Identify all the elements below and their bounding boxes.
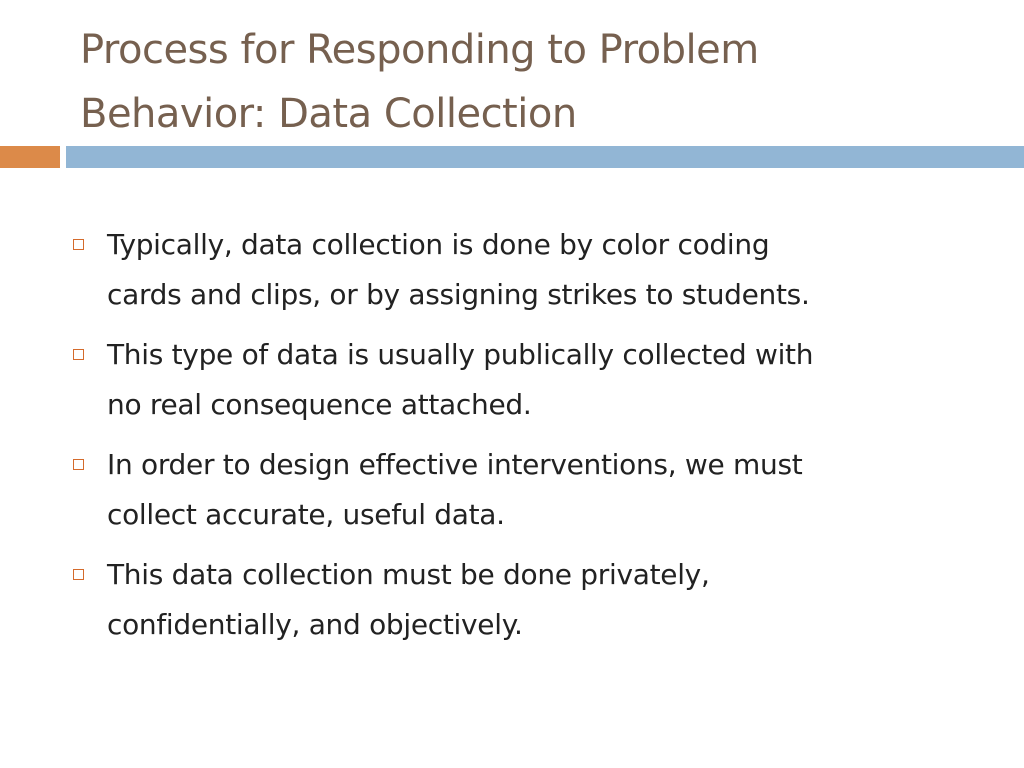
bullet-text-line: In order to design effective interventions, we must <box>107 448 803 481</box>
slide-title-line: Process for Responding to Problem <box>80 27 759 73</box>
bullet-list <box>72 220 972 660</box>
bullet-text-line: collect accurate, useful data. <box>107 498 505 531</box>
title-accent-bar <box>0 146 60 168</box>
bullet-text <box>107 330 972 430</box>
bullet-item <box>72 330 972 430</box>
bullet-item <box>72 220 972 320</box>
slide-title <box>80 18 980 146</box>
bullet-text-line: This type of data is usually publically collected with <box>107 338 814 371</box>
hollow-square-bullet-icon <box>73 349 84 360</box>
hollow-square-bullet-icon <box>73 569 84 580</box>
bullet-text-line: no real consequence attached. <box>107 388 532 421</box>
bullet-item <box>72 550 972 650</box>
bullet-text-line: Typically, data collection is done by color coding <box>107 228 770 261</box>
hollow-square-bullet-icon <box>73 459 84 470</box>
bullet-text-line: This data collection must be done privately, <box>107 558 710 591</box>
hollow-square-bullet-icon <box>73 239 84 250</box>
bullet-text-line: confidentially, and objectively. <box>107 608 523 641</box>
bullet-text <box>107 550 972 650</box>
title-divider-bar <box>66 146 1024 168</box>
bullet-text-line: cards and clips, or by assigning strikes to students. <box>107 278 810 311</box>
bullet-text <box>107 440 972 540</box>
bullet-item <box>72 440 972 540</box>
bullet-text <box>107 220 972 320</box>
slide-title-line: Behavior: Data Collection <box>80 91 577 137</box>
